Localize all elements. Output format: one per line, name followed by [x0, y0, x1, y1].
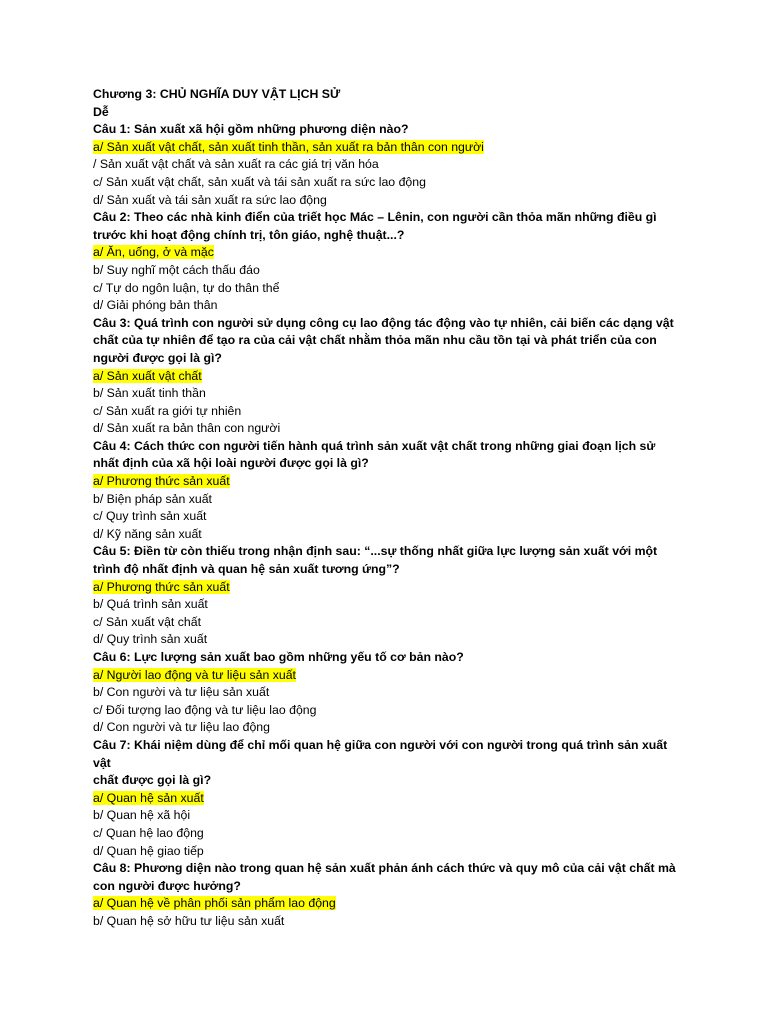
- answer-text: a/ Ăn, uống, ở và mặc: [93, 245, 214, 260]
- question-block: [93, 315, 683, 438]
- question-block: [93, 121, 683, 209]
- answer-option: [93, 262, 683, 280]
- answer-text: c/ Sản xuất vật chất: [93, 614, 202, 629]
- answer-text: d/ Kỹ năng sản xuất: [93, 526, 202, 541]
- question-text: Câu 4: Cách thức con người tiến hành quá trình sản xuất vật chất trong những giai đoạn lịch sử: [93, 438, 656, 453]
- answer-text: a/ Sản xuất vật chất: [93, 368, 202, 383]
- answer-option: [93, 825, 683, 843]
- answer-option: [93, 174, 683, 192]
- question-block: [93, 543, 683, 649]
- question-block: [93, 737, 683, 860]
- answer-option: [93, 631, 683, 649]
- answer-text: d/ Sản xuất ra bản thân con người: [93, 421, 281, 436]
- question-block: [93, 860, 683, 930]
- answer-text: a/ Quan hệ về phân phối sản phẩm lao động: [93, 896, 336, 911]
- answer-option: [93, 403, 683, 421]
- question-text: Câu 6: Lực lượng sản xuất bao gồm những yếu tố cơ bản nào?: [93, 650, 464, 664]
- answer-option: [93, 807, 683, 825]
- answer-text: b/ Quan hệ xã hội: [93, 808, 191, 823]
- question-text: Câu 7: Khái niệm dùng để chỉ mối quan hệ giữa con người với con người trong quá trình sản xuất: [93, 737, 668, 752]
- answer-text: b/ Con người và tư liệu sản xuất: [93, 685, 270, 700]
- answer-text: b/ Sản xuất tinh thần: [93, 386, 206, 401]
- answer-text: c/ Sản xuất ra giới tự nhiên: [93, 403, 242, 418]
- question-block: [93, 438, 683, 544]
- question-text: con người được hưởng?: [93, 878, 241, 893]
- correct-answer-option: [93, 790, 683, 808]
- question-text: Câu 2: Theo các nhà kinh điển của triết học Mác – Lênin, con người cần thỏa mãn những điều gì: [93, 210, 657, 225]
- chapter-title: Chương 3: CHỦ NGHĨA DUY VẬT LỊCH SỬ: [93, 87, 341, 101]
- answer-option: [93, 913, 683, 931]
- correct-answer-option: [93, 895, 683, 913]
- document-page: [93, 86, 683, 931]
- answer-option: [93, 297, 683, 315]
- answer-text: c/ Đối tượng lao động và tư liệu lao động: [93, 702, 317, 717]
- answer-option: [93, 596, 683, 614]
- question-text: trình độ nhất định và quan hệ sản xuất tương ứng”?: [93, 562, 400, 577]
- answer-text: d/ Con người và tư liệu lao động: [93, 720, 270, 735]
- answer-text: a/ Sản xuất vật chất, sản xuất tinh thần, sản xuất ra bản thân con người: [93, 139, 484, 154]
- answer-text: c/ Quan hệ lao động: [93, 825, 204, 840]
- question-text: người được gọi là gì?: [93, 350, 222, 365]
- correct-answer-option: [93, 244, 683, 262]
- question-text: vật: [93, 755, 111, 770]
- answer-option: [93, 526, 683, 544]
- question-text: nhất định của xã hội loài người được gọi là gì?: [93, 456, 369, 471]
- question-text: chất của tự nhiên để tạo ra của cải vật chất nhằm thỏa mãn nhu cầu tồn tại và phát triển của con: [93, 333, 657, 348]
- question-block: [93, 649, 683, 737]
- answer-option: [93, 843, 683, 861]
- answer-text: c/ Quy trình sản xuất: [93, 509, 207, 524]
- answer-text: b/ Biện pháp sản xuất: [93, 491, 212, 506]
- answer-text: b/ Quan hệ sở hữu tư liệu sản xuất: [93, 913, 285, 928]
- answer-text: / Sản xuất vật chất và sản xuất ra các giá trị văn hóa: [93, 157, 379, 172]
- correct-answer-option: [93, 473, 683, 491]
- answer-option: [93, 280, 683, 298]
- answer-text: a/ Quan hệ sản xuất: [93, 790, 204, 805]
- answer-option: [93, 614, 683, 632]
- question-text: Câu 1: Sản xuất xã hội gồm những phương diện nào?: [93, 122, 409, 137]
- answer-text: a/ Phương thức sản xuất: [93, 474, 230, 489]
- answer-text: a/ Phương thức sản xuất: [93, 579, 230, 594]
- answer-text: b/ Suy nghĩ một cách thấu đáo: [93, 262, 260, 277]
- answer-text: c/ Tự do ngôn luận, tự do thân thể: [93, 280, 280, 295]
- answer-option: [93, 684, 683, 702]
- question-text: Câu 8: Phương diện nào trong quan hệ sản xuất phản ánh cách thức và quy mô của cải vật chất mà: [93, 861, 676, 876]
- answer-text: d/ Giải phóng bản thân: [93, 298, 218, 313]
- answer-text: d/ Sản xuất và tái sản xuất ra sức lao động: [93, 192, 327, 207]
- correct-answer-option: [93, 368, 683, 386]
- correct-answer-option: [93, 139, 683, 157]
- question-text: trước khi hoạt động chính trị, tôn giáo, nghệ thuật...?: [93, 227, 405, 242]
- answer-text: a/ Người lao động và tư liệu sản xuất: [93, 667, 296, 682]
- answer-option: [93, 192, 683, 210]
- question-text: chất được gọi là gì?: [93, 773, 212, 788]
- difficulty-level: Dễ: [93, 104, 109, 119]
- question-text: Câu 5: Điền từ còn thiếu trong nhận định sau: “...sự thống nhất giữa lực lượng sản xuất với một: [93, 544, 658, 559]
- question-block: [93, 209, 683, 315]
- answer-option: [93, 508, 683, 526]
- answer-option: [93, 491, 683, 509]
- answer-text: b/ Quá trình sản xuất: [93, 597, 208, 612]
- answer-text: c/ Sản xuất vật chất, sản xuất và tái sản xuất ra sức lao động: [93, 174, 426, 189]
- answer-option: [93, 702, 683, 720]
- question-list: [93, 121, 683, 930]
- question-text: Câu 3: Quá trình con người sử dụng công cụ lao động tác động vào tự nhiên, cải biến các dạng vật: [93, 315, 674, 330]
- correct-answer-option: [93, 579, 683, 597]
- answer-option: [93, 156, 683, 174]
- answer-text: d/ Quy trình sản xuất: [93, 632, 208, 647]
- answer-option: [93, 385, 683, 403]
- answer-option: [93, 420, 683, 438]
- answer-text: d/ Quan hệ giao tiếp: [93, 843, 204, 858]
- answer-option: [93, 719, 683, 737]
- correct-answer-option: [93, 667, 683, 685]
